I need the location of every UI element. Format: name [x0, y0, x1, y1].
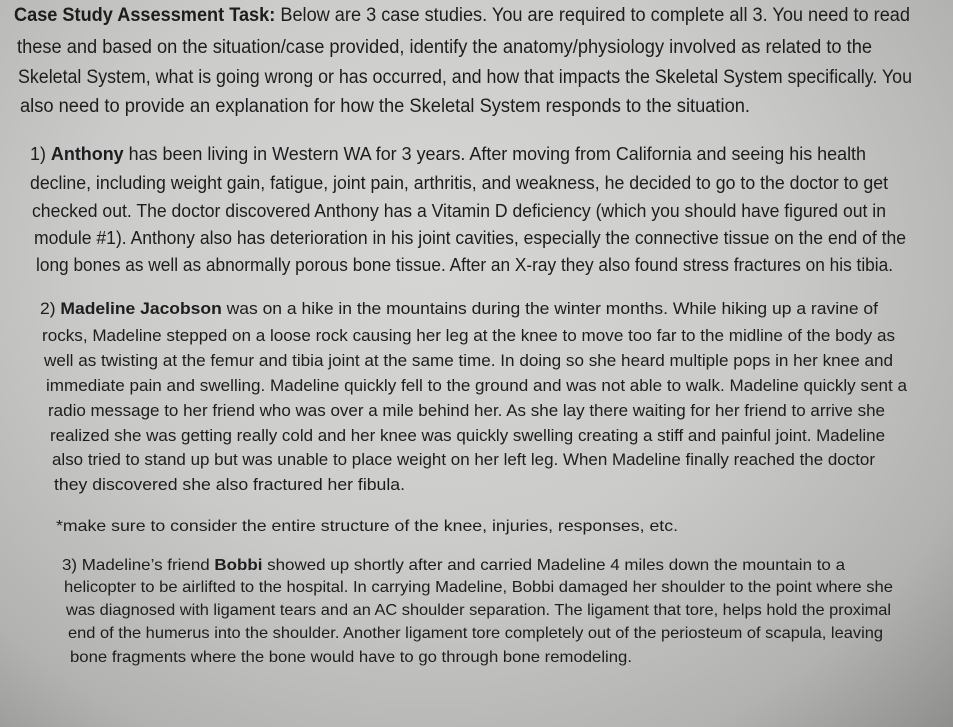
intro-line	[14, 6, 910, 25]
case1-line	[30, 145, 866, 163]
case2-line: immediate pain and swelling. Madeline quickly fell to the ground and was not able to walk. Madeline quickly sent a	[46, 376, 907, 395]
intro-line: Skeletal System, what is going wrong or has occurred, and how that impacts the Skeletal System specifically. You	[18, 67, 912, 88]
case2-line: radio message to her friend who was over a mile behind her. As she lay there waiting for her friend to arrive she	[48, 401, 885, 420]
case2-number: 2)	[40, 299, 61, 318]
case2-line: realized she was getting really cold and her knee was quickly swelling creating a stiff and painful joint. Madeline	[50, 426, 885, 445]
case2-line: they discovered she also fractured her fibula.	[54, 475, 405, 494]
intro-heading: Case Study Assessment Task:	[14, 5, 276, 26]
case2-name: Madeline Jacobson	[60, 299, 222, 318]
case1-line: checked out. The doctor discovered Anthony has a Vitamin D deficiency (which you should have figured out in	[32, 201, 886, 221]
case3-line: bone fragments where the bone would have to go through bone remodeling.	[70, 649, 632, 666]
case1-number: 1)	[30, 144, 51, 164]
case3-line: was diagnosed with ligament tears and an AC shoulder separation. The ligament that tore, helps hold the proximal	[66, 602, 891, 619]
case3-text: showed up shortly after and carried Madeline 4 miles down the mountain to a	[262, 557, 845, 574]
case3-line	[62, 558, 845, 574]
case2-line: also tried to stand up but was unable to place weight on her left leg. When Madeline finally reached the doctor	[52, 450, 875, 469]
case1-line: long bones as well as abnormally porous bone tissue. After an X-ray they also found stress fractures on his tibia.	[36, 255, 893, 275]
case2-line: well as twisting at the femur and tibia joint at the same time. In doing so she heard multiple pops in her knee and	[44, 351, 893, 370]
case3-prefix: 3) Madeline’s friend	[62, 557, 215, 574]
case1-line: module #1). Anthony also has deterioration in his joint cavities, especially the connective tissue on the end of the	[34, 228, 906, 248]
intro-line: also need to provide an explanation for how the Skeletal System responds to the situation.	[20, 96, 750, 117]
case2-line	[40, 300, 878, 317]
case2-line: rocks, Madeline stepped on a loose rock causing her leg at the knee to move too far to the midline of the body as	[42, 326, 896, 345]
case2-text: was on a hike in the mountains during the winter months. While hiking up a ravine of	[221, 299, 878, 318]
case1-text: has been living in Western WA for 3 years. After moving from California and seeing his health	[123, 144, 866, 164]
case1-line: decline, including weight gain, fatigue, joint pain, arthritis, and weakness, he decided to go to the doctor to get	[30, 173, 888, 193]
case1-name: Anthony	[50, 144, 124, 164]
case3-name: Bobbi	[214, 557, 263, 574]
case2-note: *make sure to consider the entire structure of the knee, injuries, responses, etc.	[56, 518, 678, 535]
case3-line: end of the humerus into the shoulder. Another ligament tore completely out of the periosteum of scapula, leaving	[68, 625, 883, 642]
intro-line: these and based on the situation/case provided, identify the anatomy/physiology involved as related to the	[17, 37, 872, 58]
case3-line: helicopter to be airlifted to the hospital. In carrying Madeline, Bobbi damaged her shoulder to the point where she	[64, 579, 893, 596]
intro-text: Below are 3 case studies. You are required to complete all 3. You need to read	[275, 5, 910, 26]
